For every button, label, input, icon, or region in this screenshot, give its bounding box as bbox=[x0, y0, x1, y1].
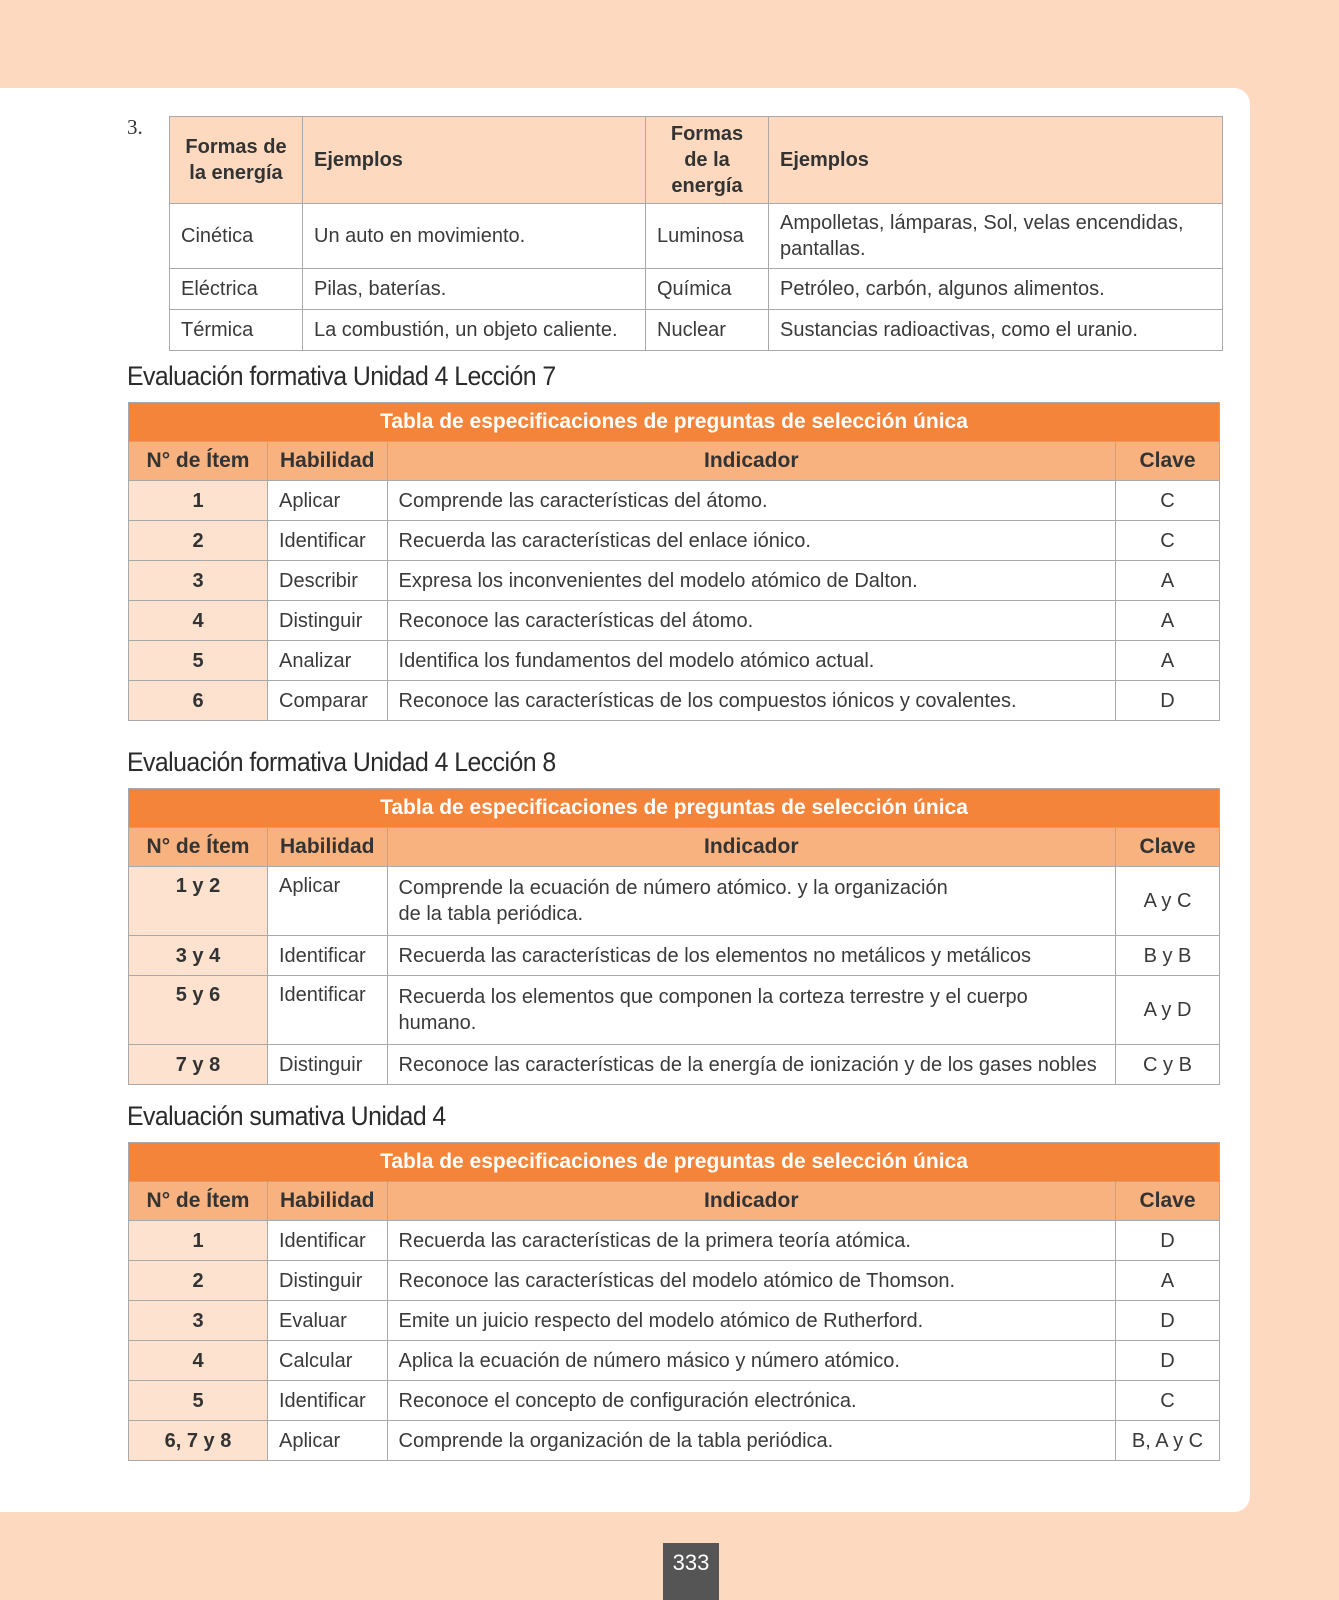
indicador: Recuerda los elementos que componen la corteza terrestre y el cuerpo humano. bbox=[387, 976, 1115, 1045]
indicador: Recuerda las características de la primera teoría atómica. bbox=[387, 1221, 1115, 1261]
table-caption: Tabla de especificaciones de preguntas de selección única bbox=[129, 1143, 1220, 1182]
header-formas-2: Formas de la energía bbox=[646, 117, 769, 204]
header-habilidad: Habilidad bbox=[268, 1182, 388, 1221]
energy-form: Térmica bbox=[170, 310, 303, 351]
indicador: Comprende la organización de la tabla periódica. bbox=[387, 1421, 1115, 1461]
table-row bbox=[170, 269, 1223, 310]
clave: A bbox=[1116, 601, 1220, 641]
indicador: Reconoce las características de la energía de ionización y de los gases nobles bbox=[387, 1045, 1115, 1085]
clave: B, A y C bbox=[1116, 1421, 1220, 1461]
table-row bbox=[170, 204, 1223, 269]
habilidad: Calcular bbox=[268, 1341, 388, 1381]
habilidad: Distinguir bbox=[268, 1261, 388, 1301]
habilidad: Describir bbox=[268, 561, 388, 601]
indicador: Expresa los inconvenientes del modelo atómico de Dalton. bbox=[387, 561, 1115, 601]
clave: D bbox=[1116, 1301, 1220, 1341]
section-title-sumativa: Evaluación sumativa Unidad 4 bbox=[127, 1101, 446, 1131]
table-row bbox=[129, 1341, 1220, 1381]
header-indicador: Indicador bbox=[387, 1182, 1115, 1221]
header-formas-1: Formas de la energía bbox=[170, 117, 303, 204]
habilidad: Identificar bbox=[268, 521, 388, 561]
section-title-leccion-8: Evaluación formativa Unidad 4 Lección 8 bbox=[127, 747, 556, 777]
energy-forms-table bbox=[169, 116, 1223, 351]
item-number: 3 bbox=[129, 1301, 268, 1341]
habilidad: Comparar bbox=[268, 681, 388, 721]
header-clave: Clave bbox=[1116, 828, 1220, 867]
question-number: 3. bbox=[127, 115, 143, 139]
header-indicador: Indicador bbox=[387, 828, 1115, 867]
clave: A y C bbox=[1116, 867, 1220, 936]
clave: D bbox=[1116, 1221, 1220, 1261]
item-number: 5 bbox=[129, 1381, 268, 1421]
energy-example: Petróleo, carbón, algunos alimentos. bbox=[769, 269, 1223, 310]
habilidad: Identificar bbox=[268, 936, 388, 976]
item-number: 4 bbox=[129, 1341, 268, 1381]
header-item: N° de Ítem bbox=[129, 828, 268, 867]
clave: A bbox=[1116, 561, 1220, 601]
table-row bbox=[129, 561, 1220, 601]
header-habilidad: Habilidad bbox=[268, 828, 388, 867]
clave: A bbox=[1116, 641, 1220, 681]
habilidad: Distinguir bbox=[268, 601, 388, 641]
clave: A y D bbox=[1116, 976, 1220, 1045]
energy-form: Eléctrica bbox=[170, 269, 303, 310]
table-row bbox=[129, 521, 1220, 561]
table-caption: Tabla de especificaciones de preguntas de selección única bbox=[129, 789, 1220, 828]
habilidad: Aplicar bbox=[268, 867, 388, 936]
item-number: 2 bbox=[129, 521, 268, 561]
header-ejemplos-1: Ejemplos bbox=[303, 117, 646, 204]
item-number: 1 bbox=[129, 1221, 268, 1261]
spec-table-leccion-7 bbox=[128, 402, 1220, 721]
energy-example: Pilas, baterías. bbox=[303, 269, 646, 310]
table-row bbox=[129, 1261, 1220, 1301]
table-row bbox=[170, 310, 1223, 351]
energy-example: Sustancias radioactivas, como el uranio. bbox=[769, 310, 1223, 351]
table-row bbox=[129, 867, 1220, 936]
section-title-leccion-7: Evaluación formativa Unidad 4 Lección 7 bbox=[127, 361, 556, 391]
indicador: Comprende la ecuación de número atómico. y la organización de la tabla periódica. bbox=[387, 867, 1115, 936]
energy-example: Un auto en movimiento. bbox=[303, 204, 646, 269]
energy-header-row bbox=[170, 117, 1223, 204]
clave: D bbox=[1116, 681, 1220, 721]
energy-form: Luminosa bbox=[646, 204, 769, 269]
spec-table-sumativa bbox=[128, 1142, 1220, 1461]
header-item: N° de Ítem bbox=[129, 1182, 268, 1221]
table-row bbox=[129, 936, 1220, 976]
habilidad: Aplicar bbox=[268, 1421, 388, 1461]
spec-table-leccion-8 bbox=[128, 788, 1220, 1085]
clave: D bbox=[1116, 1341, 1220, 1381]
indicador: Comprende las características del átomo. bbox=[387, 481, 1115, 521]
indicador: Reconoce las características de los compuestos iónicos y covalentes. bbox=[387, 681, 1115, 721]
habilidad: Identificar bbox=[268, 976, 388, 1045]
clave: C bbox=[1116, 481, 1220, 521]
energy-form: Cinética bbox=[170, 204, 303, 269]
table-row bbox=[129, 1421, 1220, 1461]
energy-form: Química bbox=[646, 269, 769, 310]
page-number: 333 bbox=[663, 1543, 719, 1600]
table-row bbox=[129, 1301, 1220, 1341]
indicador: Reconoce las características del átomo. bbox=[387, 601, 1115, 641]
clave: B y B bbox=[1116, 936, 1220, 976]
energy-example: Ampolletas, lámparas, Sol, velas encendidas, pantallas. bbox=[769, 204, 1223, 269]
indicador: Reconoce las características del modelo atómico de Thomson. bbox=[387, 1261, 1115, 1301]
table-row bbox=[129, 481, 1220, 521]
header-ejemplos-2: Ejemplos bbox=[769, 117, 1223, 204]
energy-form: Nuclear bbox=[646, 310, 769, 351]
table-row bbox=[129, 641, 1220, 681]
table-row bbox=[129, 1381, 1220, 1421]
item-number: 5 bbox=[129, 641, 268, 681]
header-habilidad: Habilidad bbox=[268, 442, 388, 481]
table-row bbox=[129, 681, 1220, 721]
clave: C y B bbox=[1116, 1045, 1220, 1085]
header-indicador: Indicador bbox=[387, 442, 1115, 481]
item-number: 6, 7 y 8 bbox=[129, 1421, 268, 1461]
item-number: 4 bbox=[129, 601, 268, 641]
habilidad: Aplicar bbox=[268, 481, 388, 521]
habilidad: Distinguir bbox=[268, 1045, 388, 1085]
indicador: Recuerda las características del enlace iónico. bbox=[387, 521, 1115, 561]
habilidad: Identificar bbox=[268, 1381, 388, 1421]
item-number: 1 y 2 bbox=[129, 867, 268, 936]
item-number: 7 y 8 bbox=[129, 1045, 268, 1085]
item-number: 3 bbox=[129, 561, 268, 601]
table-row bbox=[129, 1045, 1220, 1085]
item-number: 3 y 4 bbox=[129, 936, 268, 976]
header-clave: Clave bbox=[1116, 1182, 1220, 1221]
indicador: Recuerda las características de los elementos no metálicos y metálicos bbox=[387, 936, 1115, 976]
table-row bbox=[129, 976, 1220, 1045]
clave: C bbox=[1116, 521, 1220, 561]
indicador: Reconoce el concepto de configuración electrónica. bbox=[387, 1381, 1115, 1421]
item-number: 6 bbox=[129, 681, 268, 721]
clave: C bbox=[1116, 1381, 1220, 1421]
indicador: Emite un juicio respecto del modelo atómico de Rutherford. bbox=[387, 1301, 1115, 1341]
indicador: Aplica la ecuación de número másico y número atómico. bbox=[387, 1341, 1115, 1381]
item-number: 2 bbox=[129, 1261, 268, 1301]
item-number: 1 bbox=[129, 481, 268, 521]
clave: A bbox=[1116, 1261, 1220, 1301]
habilidad: Evaluar bbox=[268, 1301, 388, 1341]
item-number: 5 y 6 bbox=[129, 976, 268, 1045]
indicador: Identifica los fundamentos del modelo atómico actual. bbox=[387, 641, 1115, 681]
table-row bbox=[129, 601, 1220, 641]
energy-example: La combustión, un objeto caliente. bbox=[303, 310, 646, 351]
habilidad: Identificar bbox=[268, 1221, 388, 1261]
table-row bbox=[129, 1221, 1220, 1261]
table-caption: Tabla de especificaciones de preguntas de selección única bbox=[129, 403, 1220, 442]
header-clave: Clave bbox=[1116, 442, 1220, 481]
habilidad: Analizar bbox=[268, 641, 388, 681]
header-item: N° de Ítem bbox=[129, 442, 268, 481]
